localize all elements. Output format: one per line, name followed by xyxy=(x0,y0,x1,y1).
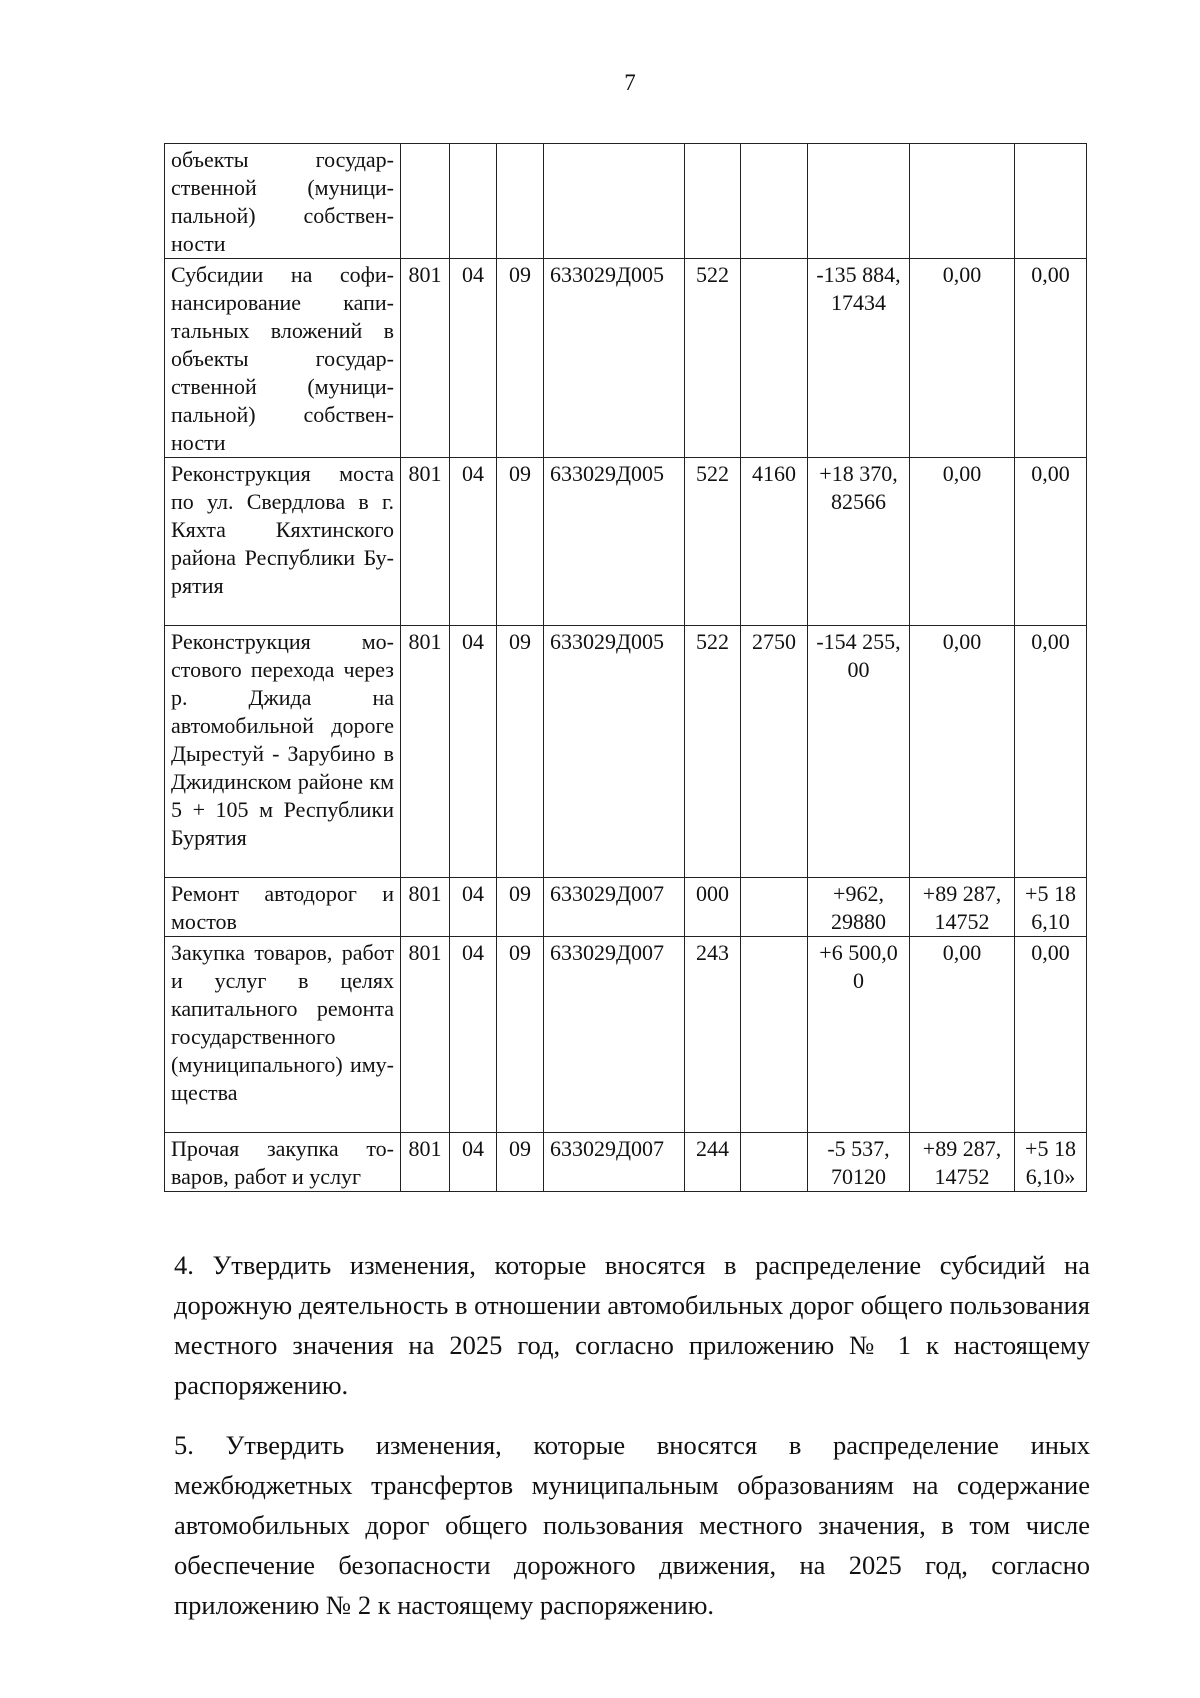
cell-c6 xyxy=(741,878,808,937)
cell-c7: -135 884, 17434 xyxy=(808,259,910,458)
cell-c1 xyxy=(401,144,450,259)
paragraph-5: 5. Утвердить изменения, которые вносятся в распределение иных межбюджетных трансфертов муниципальным образованиям на содержание автомобильных дорог общего пользования местного значения, в том числе обеспечение безопасности дорожного движения, на 2025 год, согласно приложению № 2 к настоящему распоряжению. xyxy=(174,1429,1090,1620)
cell-c6: 2750 xyxy=(741,626,808,878)
cell-c9: 0,00 xyxy=(1015,626,1087,878)
cell-c5: 243 xyxy=(685,937,741,1133)
table-row xyxy=(165,458,1087,626)
cell-c9 xyxy=(1015,144,1087,259)
table-row xyxy=(165,626,1087,878)
row-name: Реконструкция моста по ул. Свердлова в г. Кяхта Кяхтинского района Республики Бурятия xyxy=(165,458,401,626)
cell-c2: 04 xyxy=(450,1133,497,1192)
cell-c1: 801 xyxy=(401,458,450,626)
cell-c8: 0,00 xyxy=(910,937,1015,1133)
cell-c4: 633029Д007 xyxy=(544,937,685,1133)
cell-c8: 0,00 xyxy=(910,626,1015,878)
cell-c1: 801 xyxy=(401,626,450,878)
table-body xyxy=(165,144,1087,1192)
cell-c2: 04 xyxy=(450,878,497,937)
cell-c3: 09 xyxy=(497,458,544,626)
cell-c3: 09 xyxy=(497,626,544,878)
cell-c6 xyxy=(741,259,808,458)
budget-table xyxy=(164,143,1087,1192)
cell-c1: 801 xyxy=(401,878,450,937)
cell-c8: 0,00 xyxy=(910,259,1015,458)
cell-c8: 0,00 xyxy=(910,458,1015,626)
cell-c2: 04 xyxy=(450,937,497,1133)
cell-c5: 522 xyxy=(685,259,741,458)
cell-c2: 04 xyxy=(450,458,497,626)
cell-c7: +962, 29880 xyxy=(808,878,910,937)
paragraph-4: 4. Утвердить изменения, которые вносятся в распределение субсидий на дорожную деятельность в отношении автомобильных дорог общего пользования местного значения на 2025 год, согласно приложению № 1 к настоящему распоряжению. xyxy=(174,1249,1090,1400)
cell-c2 xyxy=(450,144,497,259)
cell-c5: 522 xyxy=(685,626,741,878)
cell-c9: +5 18 6,10» xyxy=(1015,1133,1087,1192)
cell-c5: 522 xyxy=(685,458,741,626)
row-name: Прочая закупка товаров, работ и услуг xyxy=(165,1133,401,1192)
cell-c6 xyxy=(741,1133,808,1192)
table-row xyxy=(165,144,1087,259)
cell-c4: 633029Д007 xyxy=(544,1133,685,1192)
cell-c7: +18 370, 82566 xyxy=(808,458,910,626)
cell-c4: 633029Д007 xyxy=(544,878,685,937)
cell-c7: +6 500,0 0 xyxy=(808,937,910,1133)
cell-c2: 04 xyxy=(450,626,497,878)
cell-c1: 801 xyxy=(401,259,450,458)
cell-c3: 09 xyxy=(497,937,544,1133)
cell-c3: 09 xyxy=(497,259,544,458)
cell-c4: 633029Д005 xyxy=(544,626,685,878)
cell-c5: 244 xyxy=(685,1133,741,1192)
table-row xyxy=(165,878,1087,937)
cell-c9: 0,00 xyxy=(1015,259,1087,458)
cell-c7: -154 255, 00 xyxy=(808,626,910,878)
table-row xyxy=(165,259,1087,458)
cell-c7: -5 537, 70120 xyxy=(808,1133,910,1192)
cell-c3: 09 xyxy=(497,878,544,937)
cell-c4: 633029Д005 xyxy=(544,458,685,626)
row-name: Субсидии на софинансирование капитальных вложений в объекты государственной (муниципальной) собственности xyxy=(165,259,401,458)
cell-c1: 801 xyxy=(401,1133,450,1192)
cell-c9: 0,00 xyxy=(1015,937,1087,1133)
cell-c5 xyxy=(685,144,741,259)
cell-c1: 801 xyxy=(401,937,450,1133)
cell-c2: 04 xyxy=(450,259,497,458)
cell-c3 xyxy=(497,144,544,259)
table-row xyxy=(165,937,1087,1133)
cell-c4: 633029Д005 xyxy=(544,259,685,458)
cell-c8 xyxy=(910,144,1015,259)
cell-c8: +89 287, 14752 xyxy=(910,1133,1015,1192)
cell-c8: +89 287, 14752 xyxy=(910,878,1015,937)
cell-c3: 09 xyxy=(497,1133,544,1192)
cell-c5: 000 xyxy=(685,878,741,937)
cell-c9: +5 18 6,10 xyxy=(1015,878,1087,937)
cell-c6 xyxy=(741,937,808,1133)
row-name: Ремонт автодорог и мостов xyxy=(165,878,401,937)
cell-c6 xyxy=(741,144,808,259)
row-name: объекты государственной (муниципальной) собственности xyxy=(165,144,401,259)
row-name: Реконструкция мостового перехода через р. Джида на автомобильной дороге Дырестуй - Зарубино в Джидинском районе км 5 + 105 м Республики Бурятия xyxy=(165,626,401,878)
cell-c7 xyxy=(808,144,910,259)
cell-c9: 0,00 xyxy=(1015,458,1087,626)
table-row xyxy=(165,1133,1087,1192)
page-number: 7 xyxy=(624,70,636,95)
row-name: Закупка товаров, работ и услуг в целях капитального ремонта государственного (муниципального) имущества xyxy=(165,937,401,1133)
cell-c6: 4160 xyxy=(741,458,808,626)
cell-c4 xyxy=(544,144,685,259)
